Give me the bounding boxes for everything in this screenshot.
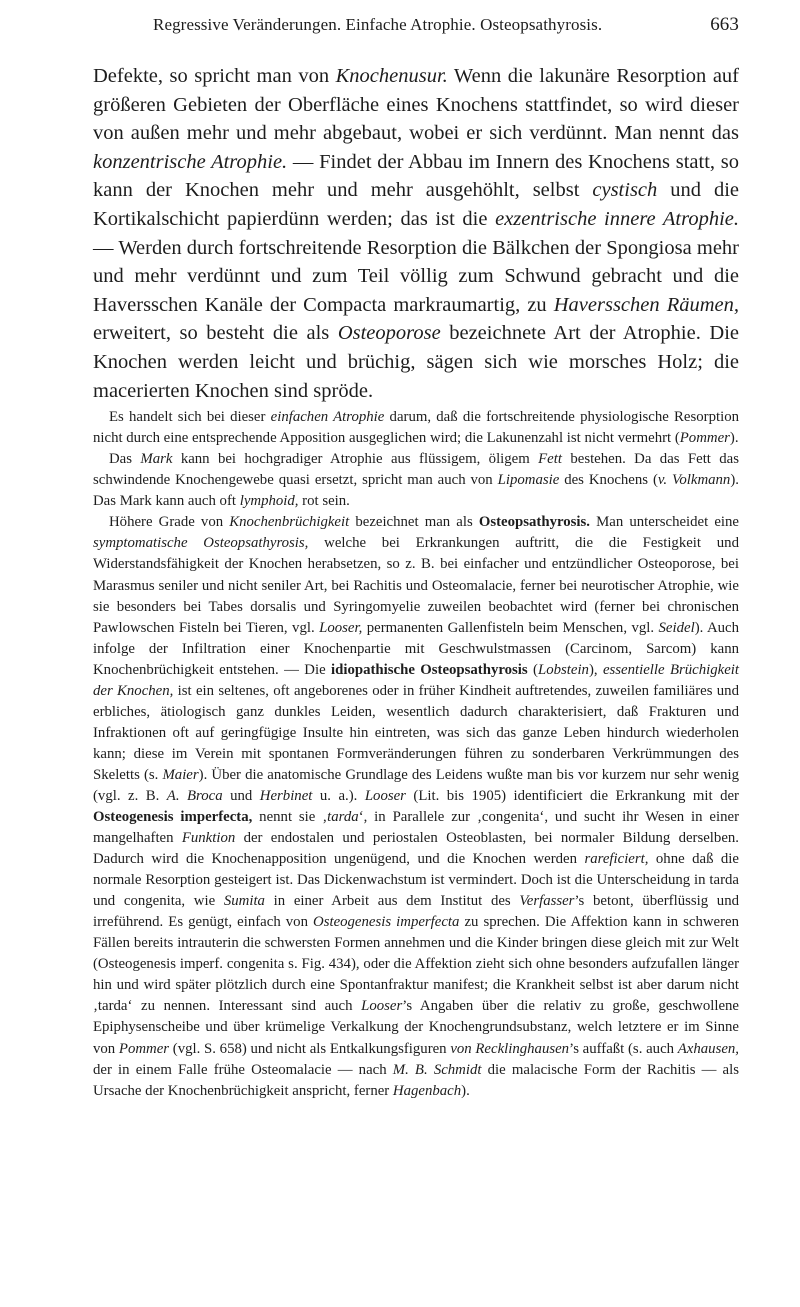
- term-idiopathische-osteopsathyrosis: idiopathische Osteopsathyrosis: [331, 661, 528, 678]
- text-run: — Werden durch fortschreitende Resorption die Bälkchen der Spongiosa mehr und mehr verdünnt und zum Teil völlig zum Schwund gebracht und die Haversschen Kanäle der Compacta markraumartig, zu: [93, 236, 739, 316]
- text-run: kann bei hochgradiger Atrophie aus flüssigem, öligem: [172, 451, 539, 468]
- text-run: die malacische Form der Rachitis — als Ursache der Knochenbrüchigkeit anspricht, ferner: [93, 1061, 739, 1099]
- text-run: bezeichnet man als: [349, 514, 479, 531]
- citation-lobstein: Lobstein: [537, 661, 589, 678]
- citation-volkmann: v. Volkmann: [657, 472, 731, 489]
- text-run: (: [527, 661, 538, 678]
- citation-looser: Looser,: [319, 619, 363, 636]
- text-run: und die Kortikalschicht papierdünn werden; das ist die: [93, 179, 740, 230]
- text-run: Das: [109, 451, 141, 468]
- text-run: u. a.).: [312, 787, 365, 804]
- citation-verfasser: Verfasser: [519, 893, 575, 910]
- text-run: ’s auffaßt (s. auch: [569, 1040, 678, 1057]
- text-run: ).: [729, 430, 739, 447]
- text-run: ). Über die anatomische Grundlage des Leidens wußte man bis vor kurzem nur sehr wenig (vgl. z. B.: [93, 766, 739, 804]
- citation-maier: Maier: [162, 766, 199, 783]
- text-run: ),: [588, 661, 603, 678]
- text-run: ist ein seltenes, oft angeborenes oder in früher Kindheit auftretendes, zuweilen familiäres und erbliches, ätiologisch ganz dunkles Leiden, wesentlich dadurch charakterisiert, daß Frakturen und Infraktionen oft auf geringfügige Insulte hin eintreten, was sich das ganze Leben hindurch wiederholen kann; diese im Verein mit spontanen Formveränderungen führen zu sonderbaren Verkrümmungen des Skeletts (s.: [93, 682, 739, 783]
- text-run: in einer Arbeit aus dem Institut des: [264, 893, 520, 910]
- term-lipomasie: Lipomasie: [497, 472, 560, 489]
- term-essentielle-bruechigkeit: essentielle Brüchigkeit der Knochen,: [93, 661, 739, 699]
- citation-looser: Looser: [364, 787, 406, 804]
- text-run: zu sprechen. Die Affektion kann in schweren Fällen bereits intrauterin die schwersten Formen annehmen und die Kinder bringen diese gleich mit zur Welt (Osteogenesis imperf. congenita s. Fig. 434), oder die Affektion zieht sich ohne besonders aufzufallen länger hin und wird später plötzlich durch eine Spontanfraktur manifest; die Krankheit selbst ist aber darum nicht ‚tarda‘ zu nennen. Interessant sind auch: [93, 914, 740, 1015]
- citation-sumita: Sumita: [223, 893, 265, 910]
- term-lymphoid: lymphoid,: [239, 493, 299, 510]
- text-run: bezeichnete Art der Atrophie. Die Knochen werden leicht und brüchig, sägen sich wie morsches Holz; die macerierten Knochen sind spröde.: [93, 322, 739, 402]
- text-run: Man unterscheidet eine: [590, 514, 739, 531]
- term-tarda: tarda: [327, 809, 359, 826]
- citation-herbinet: Herbinet: [259, 787, 313, 804]
- citation-broca: A. Broca: [166, 787, 223, 804]
- term-exzentrische-atrophie: exzentrische innere Atrophie.: [495, 207, 739, 230]
- term-symptomatische-osteopsathyrosis: symptomatische Osteopsathyrosis,: [93, 535, 309, 552]
- citation-looser: Looser: [361, 998, 403, 1015]
- term-osteogenesis-imperfecta: Osteogenesis imperfecta,: [93, 809, 253, 826]
- text-run: ’s Angaben über die relativ zu große, geschwollene Epiphysenscheibe und über krümelige Verkalkung der Knochengrundsubstanz, welch letztere er im Sinne von: [93, 998, 739, 1057]
- text-run: darum, daß die fortschreitende physiologische Resorption nicht durch eine entsprechende Apposition ausgeglichen wird; die Lakunenzahl ist nicht vermehrt (: [93, 409, 739, 447]
- citation-axhausen: Axhausen,: [677, 1040, 739, 1057]
- paragraph-einfache-atrophie: [93, 407, 739, 449]
- term-mark: Mark: [140, 451, 173, 468]
- text-run: ).: [461, 1082, 470, 1099]
- text-run: Defekte, so spricht man von: [93, 65, 336, 87]
- term-einfache-atrophie: einfachen Atrophie: [270, 409, 385, 426]
- citation-hagenbach: Hagenbach: [392, 1082, 462, 1099]
- paragraph-atrophy-forms: [93, 62, 739, 405]
- citation-recklinghausen: von Recklinghausen: [450, 1040, 570, 1057]
- term-funktion: Funktion: [181, 830, 236, 847]
- text-run: Es handelt sich bei dieser: [109, 409, 271, 426]
- text-run: ohne daß die normale Resorption gesteigert ist. Das Dickenwachstum ist vermindert. Doch ist die Unterscheidung in tarda und congenita, wie: [93, 851, 739, 910]
- term-fett: Fett: [538, 451, 562, 468]
- citation-seidel: Seidel: [658, 619, 695, 636]
- text-run: der endostalen und periostalen Osteoblasten, bei normaler Bildung derselben. Dadurch wird die Knochenapposition ungenügend, und die Knochen werden: [93, 830, 739, 868]
- running-title: Regressive Veränderungen. Einfache Atrophie. Osteopsathyrosis.: [153, 15, 603, 34]
- text-run: — Findet der Abbau im Innern des Knochens statt, so kann der Knochen mehr und mehr ausgehöhlt, selbst: [93, 150, 739, 202]
- text-run: der in einem Falle frühe Osteomalacie — nach: [93, 1061, 393, 1078]
- text-run: ’s betont, überflüssig und irreführend. Es genügt, einfach von: [93, 893, 739, 931]
- text-run: nennt sie ‚: [252, 809, 328, 826]
- text-run: ). Auch infolge der Infiltration einer Knochenpartie mit Geschwulstmassen (Carcinom, Sarcom) kann Knochenbrüchigkeit entstehen. — Die: [93, 619, 739, 678]
- text-run: und: [222, 787, 260, 804]
- citation-schmidt: M. B. Schmidt: [392, 1061, 482, 1078]
- text-run: ‘, in Parallele zur ‚congenita‘, und sucht ihr Wesen in einer mangelhaften: [93, 809, 740, 847]
- text-run: (Lit. bis 1905) identificiert die Erkrankung mit der: [405, 787, 739, 804]
- text-run: permanenten Gallenfisteln beim Menschen, vgl.: [362, 619, 659, 636]
- text-run: bestehen. Da das Fett das schwindende Knochengewebe quasi ersetzt, spricht man auch von: [93, 451, 740, 489]
- paragraph-mark: [93, 449, 739, 512]
- citation-pommer: Pommer: [679, 430, 730, 447]
- text-run: des Knochens (: [559, 472, 658, 489]
- citation-pommer: Pommer: [118, 1040, 170, 1057]
- term-rareficiert: rareficiert,: [584, 851, 649, 868]
- text-run: erweitert, so besteht die als: [93, 322, 338, 345]
- running-header: [93, 14, 739, 36]
- text-run: Höhere Grade von: [109, 514, 230, 531]
- text-run: welche bei Erkrankungen auftritt, die die Festigkeit und Widerstandsfähigkeit der Knochen herabsetzen, so z. B. bei einfacher und entzündlicher Osteoporose, bei Marasmus seniler und nicht seniler Art, bei Rachitis und Osteomalacie, ferner bei neurotischer Atrophie, wie sie besonders bei Tabes dorsalis und Syringomyelie zuweilen beobachtet wird (ferner bei chronischen Pawlowschen Fisteln bei Tieren, vgl.: [93, 535, 739, 636]
- term-konzentrische-atrophie: konzentrische Atrophie.: [93, 150, 288, 173]
- text-run: Wenn die lakunäre Resorption auf größeren Gebieten der Oberfläche eines Knochens stattfindet, so wird dieser von außen mehr und mehr abgebaut, wobei er sich verdünnt. Man nennt das: [93, 65, 739, 145]
- paragraph-osteopsathyrosis: [93, 512, 739, 1101]
- text-run: (vgl. S. 658) und nicht als Entkalkungsfiguren: [169, 1040, 451, 1057]
- text-run: ). Das Mark kann auch oft: [93, 472, 739, 510]
- term-haversschen-raeumen: Haversschen Räumen,: [553, 293, 739, 316]
- term-knochenbruechigkeit: Knochenbrüchigkeit: [229, 514, 350, 531]
- term-osteogenesis-imperfecta-italic: Osteogenesis imperfecta: [313, 914, 460, 931]
- term-osteopsathyrosis: Osteopsathyrosis.: [478, 514, 590, 531]
- text-run: rot sein.: [298, 493, 350, 510]
- page-number: 663: [710, 14, 739, 35]
- term-knochenusur: Knochenusur.: [335, 65, 448, 87]
- term-cystisch: cystisch: [592, 179, 658, 202]
- term-osteoporose: Osteoporose: [337, 322, 441, 345]
